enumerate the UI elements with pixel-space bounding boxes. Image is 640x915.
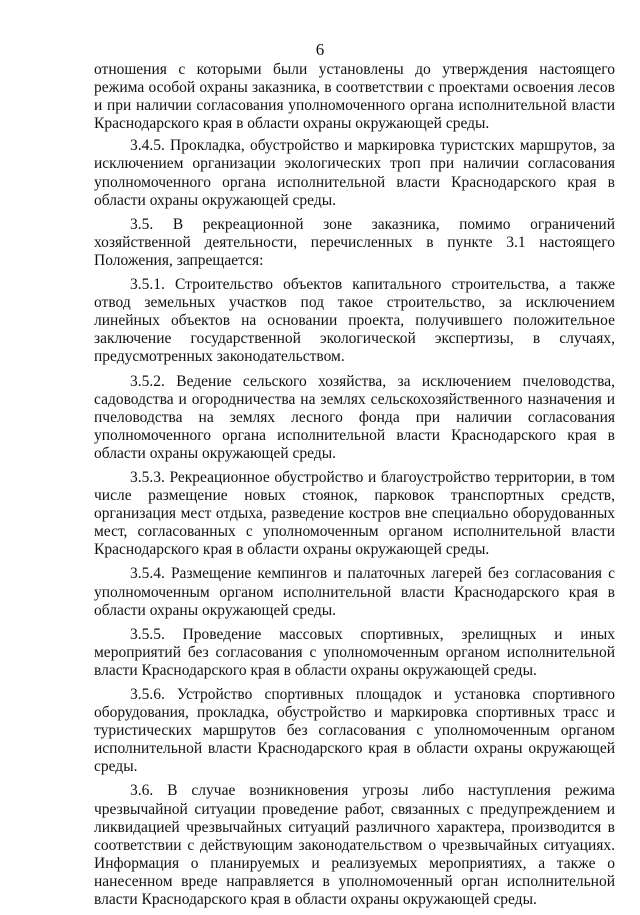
paragraph-3-5-1: 3.5.1. Строительство объектов капитального строительства, а также отвод земельных участков под такое строительство, за исключением линейных объектов на основании проекта, получившего положительное заключение государственной экологической экспертизы, в случаях, предусмотренных законодательством. bbox=[94, 276, 615, 366]
paragraph-3-4-5: 3.4.5. Прокладка, обустройство и маркировка туристских маршрутов, за исключением организации экологических троп при наличии согласования уполномоченного органа исполнительной власти Краснодарского края в области охраны окружающей среды. bbox=[94, 137, 615, 209]
paragraph-3-5-4: 3.5.4. Размещение кемпингов и палаточных лагерей без согласования с уполномоченным органом исполнительной власти Краснодарского края в области охраны окружающей среды. bbox=[94, 565, 615, 619]
paragraph-3-5-3: 3.5.3. Рекреационное обустройство и благоустройство территории, в том числе размещение новых стоянок, парковок транспортных средств, организация мест отдыха, разведение костров вне специально оборудованных мест, согласованных с уполномоченным органом исполнительной власти Краснодарского края в области охраны окружающей среды. bbox=[94, 468, 615, 559]
page-number: 6 bbox=[315, 40, 325, 59]
paragraph-continuation: отношения с которыми были установлены до утверждения настоящего режима особой охраны заказника, в соответствии с проектами освоения лесов и при наличии согласования уполномоченного органа исполнительной власти Краснодарского края в области охраны окружающей среды. bbox=[94, 61, 615, 133]
paragraph-3-5-6: 3.5.6. Устройство спортивных площадок и установка спортивного оборудования, прокладка, обустройство и маркировка спортивных трасс и туристических маршрутов без согласования с уполномоченным органом исполнительной власти Краснодарского края в области охраны окружающей среды. bbox=[94, 686, 615, 776]
paragraph-3-5: 3.5. В рекреационной зоне заказника, помимо ограничений хозяйственной деятельности, перечисленных в пункте 3.1 настоящего Положения, запрещается: bbox=[94, 215, 615, 269]
paragraph-3-5-5: 3.5.5. Проведение массовых спортивных, зрелищных и иных мероприятий без согласования с уполномоченным органом исполнительной власти Краснодарского края в области охраны окружающей среды. bbox=[94, 625, 615, 679]
paragraph-3-5-2: 3.5.2. Ведение сельского хозяйства, за исключением пчеловодства, садоводства и огородничества на землях сельскохозяйственного назначения и пчеловодства на землях лесного фонда при наличии согласования уполномоченного органа исполнительной власти Краснодарского края в области охраны окружающей среды. bbox=[94, 372, 615, 462]
paragraph-3-6: 3.6. В случае возникновения угрозы либо наступления режима чрезвычайной ситуации проведение работ, связанных с предупреждением и ликвидацией чрезвычайных ситуаций различного характера, производится в соответствии с действующим законодательством о чрезвычайных ситуациях. Информация о планируемых и реализуемых мероприятиях, а также о нанесенном вреде направляется в уполномоченный орган исполнительной власти Краснодарского края в области охраны окружающей среды. bbox=[94, 782, 615, 909]
document-body bbox=[94, 61, 615, 915]
